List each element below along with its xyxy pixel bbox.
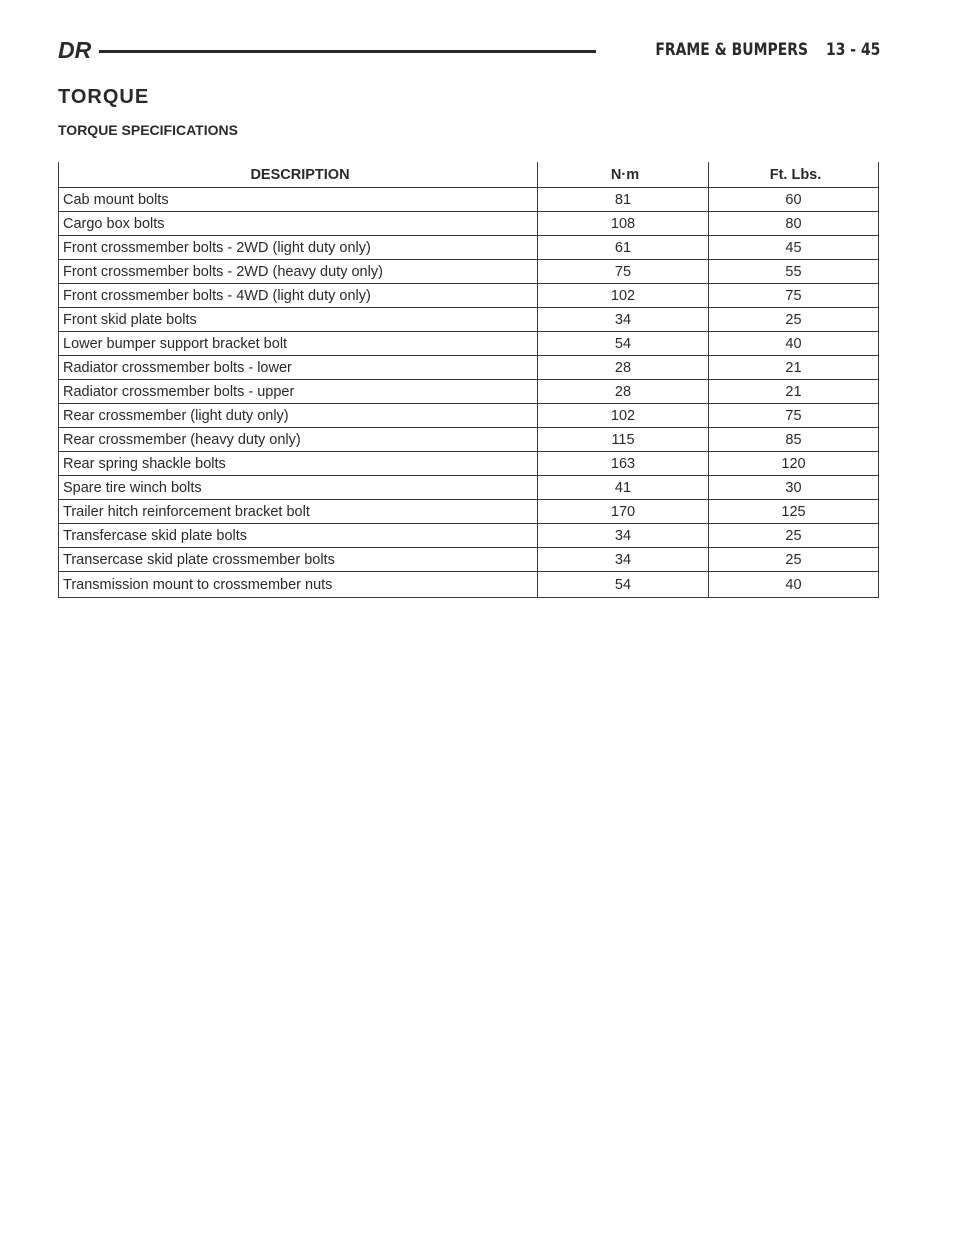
table-row bbox=[59, 572, 879, 598]
table-body bbox=[59, 188, 879, 598]
table-row bbox=[59, 308, 879, 332]
cell-description: Front crossmember bolts - 2WD (heavy duty only) bbox=[59, 260, 538, 284]
cell-nm: 34 bbox=[538, 308, 709, 332]
table-row bbox=[59, 524, 879, 548]
table-row bbox=[59, 332, 879, 356]
cell-ftlbs: 75 bbox=[709, 284, 879, 308]
cell-description: Rear crossmember (heavy duty only) bbox=[59, 428, 538, 452]
header-model-code: DR bbox=[58, 36, 92, 63]
section-title: TORQUE bbox=[58, 86, 150, 108]
header-section: FRAME & BUMPERS bbox=[655, 40, 808, 60]
cell-nm: 28 bbox=[538, 380, 709, 404]
table-header-row bbox=[59, 162, 879, 188]
table-row bbox=[59, 548, 879, 572]
cell-ftlbs: 40 bbox=[709, 332, 879, 356]
cell-ftlbs: 30 bbox=[709, 476, 879, 500]
header-page-number: 13 - 45 bbox=[825, 40, 880, 60]
cell-description: Cargo box bolts bbox=[59, 212, 538, 236]
cell-ftlbs: 25 bbox=[709, 548, 879, 572]
cell-nm: 102 bbox=[538, 284, 709, 308]
table-row bbox=[59, 404, 879, 428]
table-row bbox=[59, 452, 879, 476]
cell-description: Transmission mount to crossmember nuts bbox=[59, 572, 538, 598]
cell-ftlbs: 45 bbox=[709, 236, 879, 260]
cell-description: Radiator crossmember bolts - lower bbox=[59, 356, 538, 380]
cell-ftlbs: 125 bbox=[709, 500, 879, 524]
cell-nm: 102 bbox=[538, 404, 709, 428]
cell-ftlbs: 85 bbox=[709, 428, 879, 452]
cell-description: Lower bumper support bracket bolt bbox=[59, 332, 538, 356]
cell-nm: 163 bbox=[538, 452, 709, 476]
cell-nm: 34 bbox=[538, 524, 709, 548]
cell-ftlbs: 75 bbox=[709, 404, 879, 428]
header-section-page bbox=[655, 40, 880, 60]
cell-description: Radiator crossmember bolts - upper bbox=[59, 380, 538, 404]
cell-description: Transercase skid plate crossmember bolts bbox=[59, 548, 538, 572]
cell-description: Rear crossmember (light duty only) bbox=[59, 404, 538, 428]
cell-nm: 28 bbox=[538, 356, 709, 380]
cell-description: Front crossmember bolts - 2WD (light duty only) bbox=[59, 236, 538, 260]
table-row bbox=[59, 212, 879, 236]
table-row bbox=[59, 356, 879, 380]
table-row bbox=[59, 260, 879, 284]
cell-nm: 61 bbox=[538, 236, 709, 260]
cell-ftlbs: 25 bbox=[709, 308, 879, 332]
cell-nm: 115 bbox=[538, 428, 709, 452]
cell-description: Trailer hitch reinforcement bracket bolt bbox=[59, 500, 538, 524]
cell-description: Front skid plate bolts bbox=[59, 308, 538, 332]
column-header-nm: N·m bbox=[538, 162, 709, 188]
cell-ftlbs: 40 bbox=[709, 572, 879, 598]
table-row bbox=[59, 188, 879, 212]
cell-description: Cab mount bolts bbox=[59, 188, 538, 212]
cell-nm: 54 bbox=[538, 572, 709, 598]
cell-nm: 41 bbox=[538, 476, 709, 500]
column-header-description: DESCRIPTION bbox=[59, 162, 538, 188]
cell-nm: 81 bbox=[538, 188, 709, 212]
torque-spec-table bbox=[58, 162, 879, 598]
table-row bbox=[59, 284, 879, 308]
table-row bbox=[59, 428, 879, 452]
cell-description: Front crossmember bolts - 4WD (light duty only) bbox=[59, 284, 538, 308]
cell-nm: 54 bbox=[538, 332, 709, 356]
header-rule bbox=[99, 50, 595, 53]
cell-description: Transfercase skid plate bolts bbox=[59, 524, 538, 548]
table-row bbox=[59, 500, 879, 524]
cell-nm: 170 bbox=[538, 500, 709, 524]
table-title: TORQUE SPECIFICATIONS bbox=[58, 122, 238, 138]
cell-ftlbs: 60 bbox=[709, 188, 879, 212]
table-row bbox=[59, 236, 879, 260]
cell-nm: 75 bbox=[538, 260, 709, 284]
cell-ftlbs: 120 bbox=[709, 452, 879, 476]
cell-ftlbs: 80 bbox=[709, 212, 879, 236]
page-header bbox=[58, 36, 880, 64]
cell-ftlbs: 21 bbox=[709, 356, 879, 380]
cell-description: Rear spring shackle bolts bbox=[59, 452, 538, 476]
table-row bbox=[59, 380, 879, 404]
table-row bbox=[59, 476, 879, 500]
column-header-ftlbs: Ft. Lbs. bbox=[709, 162, 879, 188]
cell-ftlbs: 55 bbox=[709, 260, 879, 284]
cell-ftlbs: 21 bbox=[709, 380, 879, 404]
cell-description: Spare tire winch bolts bbox=[59, 476, 538, 500]
cell-nm: 108 bbox=[538, 212, 709, 236]
cell-ftlbs: 25 bbox=[709, 524, 879, 548]
cell-nm: 34 bbox=[538, 548, 709, 572]
